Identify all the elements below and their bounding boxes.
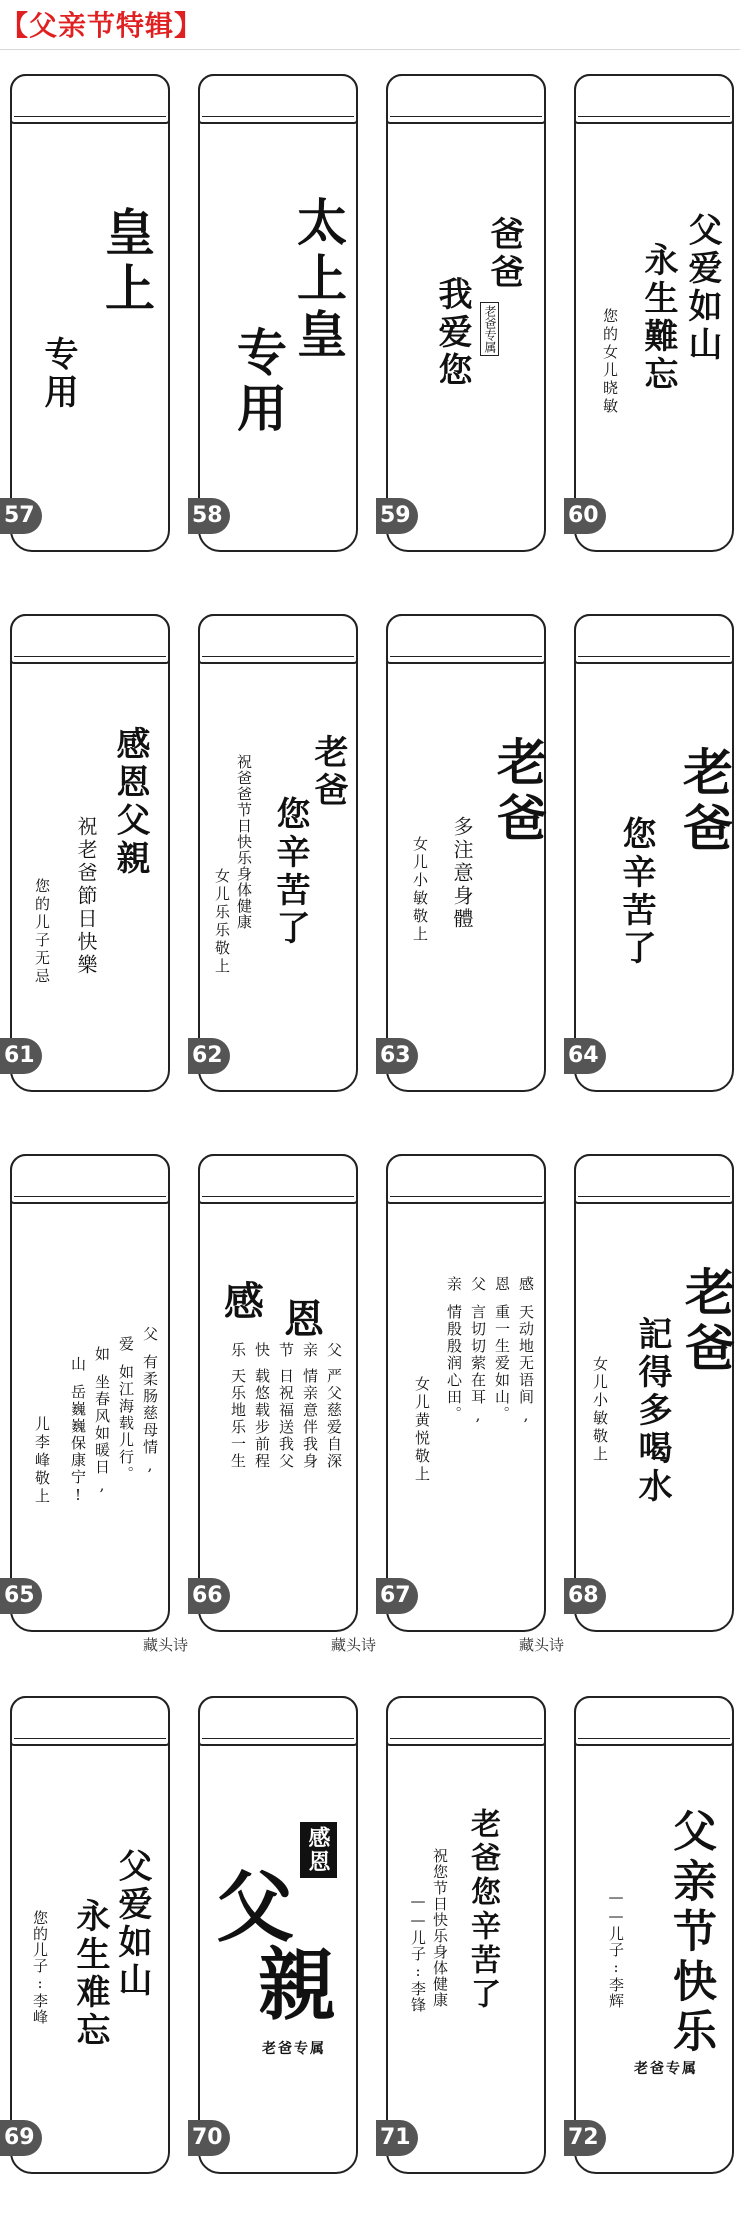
bottle-outline bbox=[198, 1154, 358, 1632]
engraving-line: 专用 bbox=[229, 326, 288, 438]
product-number-badge: 59 bbox=[376, 498, 418, 534]
engraving-line: 父爱如山 bbox=[112, 1848, 152, 2000]
bottle-lid bbox=[198, 1154, 358, 1204]
engraving-line: 您的女儿晓敏 bbox=[601, 308, 619, 416]
engraving-acrostic-char: 爱 bbox=[117, 1336, 135, 1354]
product-number-badge: 70 bbox=[188, 2120, 230, 2156]
engraving-line: 爸爸 bbox=[484, 216, 524, 292]
engraving-acrostic-char: 父 bbox=[141, 1326, 159, 1344]
engraving-line: 岳巍巍保康宁! bbox=[69, 1384, 87, 1506]
bottle-outline bbox=[198, 1696, 358, 2174]
product-card-70[interactable] bbox=[188, 1690, 376, 2214]
engraving-acrostic-char: 感 bbox=[517, 1276, 535, 1294]
engraving-line: 情亲意伴我身 bbox=[301, 1368, 319, 1470]
bottle-outline bbox=[386, 74, 546, 552]
engraving-line: 女儿黄悦敬上 bbox=[413, 1376, 431, 1484]
engraving-line: 日祝福送我父 bbox=[277, 1368, 295, 1470]
engraving-line: 感恩父親 bbox=[110, 726, 150, 878]
bottle-outline bbox=[386, 1696, 546, 2174]
product-number-badge: 63 bbox=[376, 1038, 418, 1074]
bottle-lid bbox=[386, 1696, 546, 1746]
engraving-line: 老爸 bbox=[308, 734, 348, 810]
product-number-badge: 69 bbox=[0, 2120, 42, 2156]
product-number-badge: 66 bbox=[188, 1578, 230, 1614]
engraving-line: 永生难忘 bbox=[70, 1898, 110, 2050]
product-card-62[interactable] bbox=[188, 608, 376, 1132]
engraving-acrostic-char: 父 bbox=[325, 1342, 343, 1360]
bottle-outline bbox=[574, 614, 734, 1092]
product-number-badge: 58 bbox=[188, 498, 230, 534]
engraving-line: 坐春风如暖日, bbox=[93, 1374, 111, 1496]
engraving-acrostic-char: 亲 bbox=[445, 1276, 463, 1294]
engraving-acrostic-char: 如 bbox=[93, 1346, 111, 1364]
product-card-64[interactable] bbox=[564, 608, 750, 1132]
engraving-acrostic-char: 山 bbox=[69, 1356, 87, 1374]
engraving-line: 严父慈爱自深 bbox=[325, 1368, 343, 1470]
engraving-acrostic-char: 恩 bbox=[493, 1276, 511, 1294]
bottle-lid bbox=[574, 614, 734, 664]
product-number-badge: 65 bbox=[0, 1578, 42, 1614]
engraving-line: 父爱如山 bbox=[682, 212, 722, 364]
bottle-outline bbox=[10, 1696, 170, 2174]
product-number-badge: 71 bbox=[376, 2120, 418, 2156]
engraving-line: 多注意身體 bbox=[450, 816, 474, 931]
bottle-outline bbox=[574, 1696, 734, 2174]
engraving-acrostic-char: 乐 bbox=[229, 1342, 247, 1360]
product-card-57[interactable] bbox=[0, 68, 188, 592]
engraving-line: 父亲节快乐 bbox=[665, 1808, 716, 2058]
engraving-acrostic-char: 快 bbox=[253, 1342, 271, 1360]
header-divider bbox=[0, 49, 740, 50]
engraving-line: 太上皇 bbox=[289, 196, 348, 364]
engraving-line: 祝老爸節日快樂 bbox=[74, 816, 98, 977]
bottle-outline bbox=[10, 1154, 170, 1632]
bottle-lid bbox=[10, 1154, 170, 1204]
engraving-line: 老爸 bbox=[489, 736, 548, 848]
engraving-line: 老爸 bbox=[675, 746, 734, 858]
engraving-line: 言切切萦在耳, bbox=[469, 1304, 487, 1426]
page-header bbox=[0, 0, 750, 56]
bottle-outline bbox=[386, 1154, 546, 1632]
engraving-line: 专用 bbox=[38, 336, 78, 412]
engraving-line: 天乐地乐一生 bbox=[229, 1368, 247, 1470]
bottle-lid bbox=[574, 74, 734, 124]
product-number-badge: 61 bbox=[0, 1038, 42, 1074]
product-number-badge: 64 bbox=[564, 1038, 606, 1074]
product-card-60[interactable] bbox=[564, 68, 750, 592]
engraving-line: 女儿小敏敬上 bbox=[591, 1356, 609, 1464]
engraving-line: 您辛苦了 bbox=[270, 796, 310, 948]
bottle-outline bbox=[574, 1154, 734, 1632]
product-card-58[interactable] bbox=[188, 68, 376, 592]
bottle-lid bbox=[386, 614, 546, 664]
engraving-line: 您的儿子无忌 bbox=[33, 878, 51, 986]
product-number-badge: 60 bbox=[564, 498, 606, 534]
product-card-66[interactable] bbox=[188, 1148, 376, 1672]
bottle-lid bbox=[198, 1696, 358, 1746]
engraving-line: 载悠载步前程 bbox=[253, 1368, 271, 1470]
bottle-lid bbox=[198, 614, 358, 664]
engraving-line: 女儿乐乐敬上 bbox=[213, 868, 231, 976]
engraving-line: 記得多喝水 bbox=[632, 1316, 672, 1506]
seal-stamp: 感恩 bbox=[300, 1822, 337, 1878]
engraving-acrostic-char: 亲 bbox=[301, 1342, 319, 1360]
bottle-lid bbox=[10, 614, 170, 664]
engraving-line: 儿李峰敬上 bbox=[33, 1416, 51, 1506]
engraving-line: 祝爸爸节日快乐身体健康 bbox=[235, 754, 253, 930]
bottle-lid bbox=[10, 74, 170, 124]
card-caption: 藏头诗 bbox=[142, 1636, 188, 1654]
engraving-line: 天动地无语间, bbox=[517, 1304, 535, 1426]
engraving-line: 您辛苦了 bbox=[616, 816, 656, 968]
engraving-line: 女儿小敏敬上 bbox=[411, 836, 429, 944]
bottle-outline bbox=[198, 614, 358, 1092]
engraving-line: 恩 bbox=[284, 1296, 324, 1343]
engraving-line: 如江海载儿行。 bbox=[117, 1364, 135, 1483]
engraving-line: 重一生爱如山。 bbox=[493, 1304, 511, 1423]
engraving-line: 父 bbox=[216, 1862, 295, 1953]
bottle-lid bbox=[198, 74, 358, 124]
bottle-lid bbox=[574, 1154, 734, 1204]
bottle-outline bbox=[574, 74, 734, 552]
product-card-71[interactable] bbox=[376, 1690, 564, 2214]
engraving-line: 老爸 bbox=[677, 1266, 736, 1378]
product-card-68[interactable] bbox=[564, 1148, 750, 1672]
bottle-outline bbox=[10, 74, 170, 552]
engraving-line: 祝您节日快乐身体健康 bbox=[431, 1848, 449, 2008]
engraving-acrostic-char: 父 bbox=[469, 1276, 487, 1294]
bottle-outline bbox=[198, 74, 358, 552]
engraving-acrostic-char: 节 bbox=[277, 1342, 295, 1360]
engraving-line: 永生難忘 bbox=[638, 242, 678, 394]
page-title: 【父亲节特辑】 bbox=[0, 9, 204, 42]
product-number-badge: 67 bbox=[376, 1578, 418, 1614]
engraving-line: 老爸您辛苦了 bbox=[465, 1808, 500, 2012]
engraving-line: 老爸专属 bbox=[262, 2041, 326, 2057]
bottle-lid bbox=[574, 1696, 734, 1746]
bottle-lid bbox=[10, 1696, 170, 1746]
engraving-line: 皇上 bbox=[97, 206, 156, 318]
product-card-67[interactable] bbox=[376, 1148, 564, 1672]
bottle-lid bbox=[386, 74, 546, 124]
product-card-69[interactable] bbox=[0, 1690, 188, 2214]
card-caption: 藏头诗 bbox=[518, 1636, 564, 1654]
product-number-badge: 62 bbox=[188, 1038, 230, 1074]
product-card-59[interactable] bbox=[376, 68, 564, 592]
product-card-61[interactable] bbox=[0, 608, 188, 1132]
bottle-outline bbox=[386, 614, 546, 1092]
product-card-72[interactable] bbox=[564, 1690, 750, 2214]
seal-stamp: 老爸专属 bbox=[480, 302, 499, 356]
engraving-line: 您的儿子:李峰 bbox=[31, 1910, 49, 2025]
product-number-badge: 72 bbox=[564, 2120, 606, 2156]
engraving-line: ——儿子:李锋 bbox=[409, 1892, 427, 2013]
engraving-line: 親 bbox=[258, 1940, 337, 2031]
engraving-line: 有柔肠慈母情, bbox=[141, 1354, 159, 1476]
product-card-63[interactable] bbox=[376, 608, 564, 1132]
engraving-line: 情殷殷润心田。 bbox=[445, 1304, 463, 1423]
bottle-lid bbox=[386, 1154, 546, 1204]
engraving-line: ——儿子:李辉 bbox=[607, 1888, 625, 2009]
product-card-65[interactable] bbox=[0, 1148, 188, 1672]
card-caption: 藏头诗 bbox=[330, 1636, 376, 1654]
engraving-line: 感 bbox=[224, 1278, 264, 1325]
bottle-outline bbox=[10, 614, 170, 1092]
product-number-badge: 57 bbox=[0, 498, 42, 534]
engraving-line: 我爱您 bbox=[432, 276, 472, 390]
engraving-line: 老爸专属 bbox=[634, 2061, 698, 2077]
product-number-badge: 68 bbox=[564, 1578, 606, 1614]
